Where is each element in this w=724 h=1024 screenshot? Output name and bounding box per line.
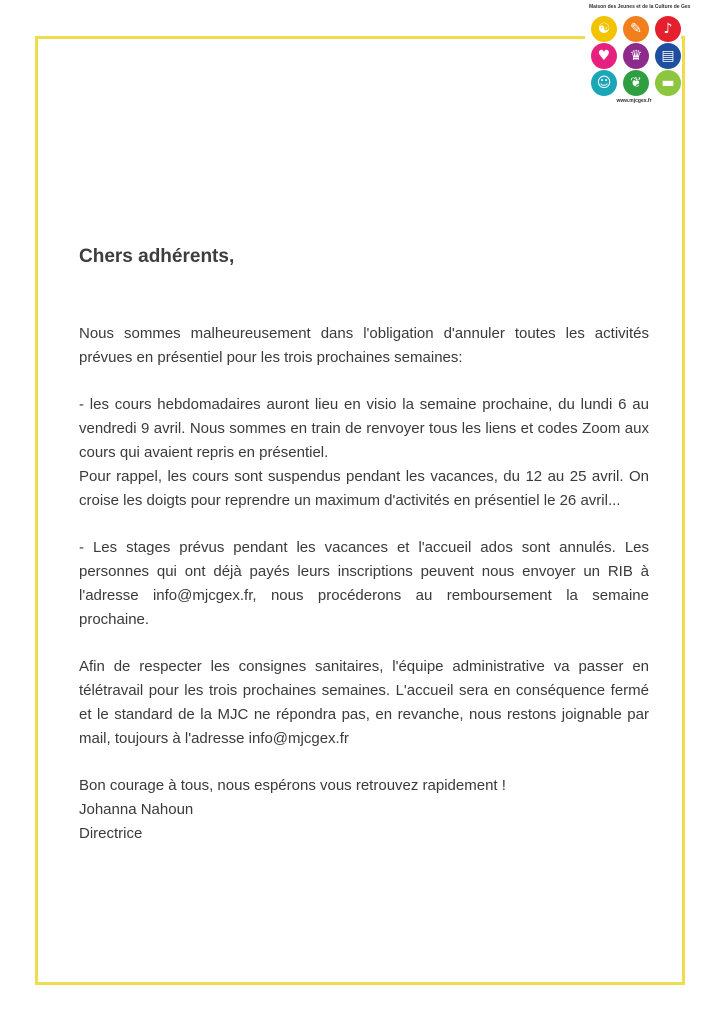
paragraph-line: Nous sommes malheureusement dans l'obligation d'annuler toutes les activités prévues en présentiel pour les trois prochaines semaines: — [79, 325, 649, 366]
paragraph-teletravail — [79, 655, 649, 751]
paragraph-line: - les cours hebdomadaires auront lieu en visio la semaine prochaine, du lundi 6 au vendredi 9 avril. Nous sommes en train de renvoyer tous les liens et codes Zoom aux cours qui avaient repris en présentiel. — [79, 396, 649, 461]
paragraph-line: Pour rappel, les cours sont suspendus pendant les vacances, du 12 au 25 avril. On croise les doigts pour reprendre un maximum d'activités en présentiel le 26 avril... — [79, 468, 649, 509]
yin-yang-icon: ☯ — [591, 16, 617, 42]
signature-name: Johanna Nahoun — [79, 801, 194, 818]
mask-icon: ☺ — [591, 70, 617, 96]
paragraph-stages — [79, 536, 649, 632]
greeting: Chers adhérents, — [79, 246, 235, 267]
paragraph-intro — [79, 322, 649, 370]
signature-title: Directrice — [79, 825, 143, 842]
brush-icon: ✎ — [623, 16, 649, 42]
logo-icon-grid — [589, 16, 679, 96]
shoe-icon: ▬ — [655, 70, 681, 96]
heart-icon: ♥ — [591, 43, 617, 69]
logo-title: Maison des Jeunes et de la Culture de Gex — [589, 4, 691, 10]
signoff — [79, 774, 649, 846]
mjc-logo — [585, 4, 691, 106]
closing-line: Bon courage à tous, nous espérons vous retrouvez rapidement ! — [79, 777, 506, 794]
chess-icon: ♛ — [623, 43, 649, 69]
book-icon: ▤ — [655, 43, 681, 69]
paragraph-courses — [79, 393, 649, 513]
paragraph-line: Afin de respecter les consignes sanitaires, l'équipe administrative va passer en télétravail pour les trois prochaines semaines. L'accueil sera en conséquence fermé et le standard de la MJC ne répondra pas, en revanche, nous restons joignable par mail, toujours à l'adresse info@mjcgex.fr — [79, 658, 649, 747]
paragraph-line: - Les stages prévus pendant les vacances et l'accueil ados sont annulés. Les personnes qui ont déjà payés leurs inscriptions peuvent nous envoyer un RIB à l'adresse info@mjcgex.fr, nous procéderons au remboursement la semaine prochaine. — [79, 539, 649, 628]
music-icon: ♪ — [655, 16, 681, 42]
letter-body — [79, 246, 649, 846]
leaf-icon: ❦ — [623, 70, 649, 96]
logo-url: www.mjcgex.fr — [616, 98, 652, 104]
